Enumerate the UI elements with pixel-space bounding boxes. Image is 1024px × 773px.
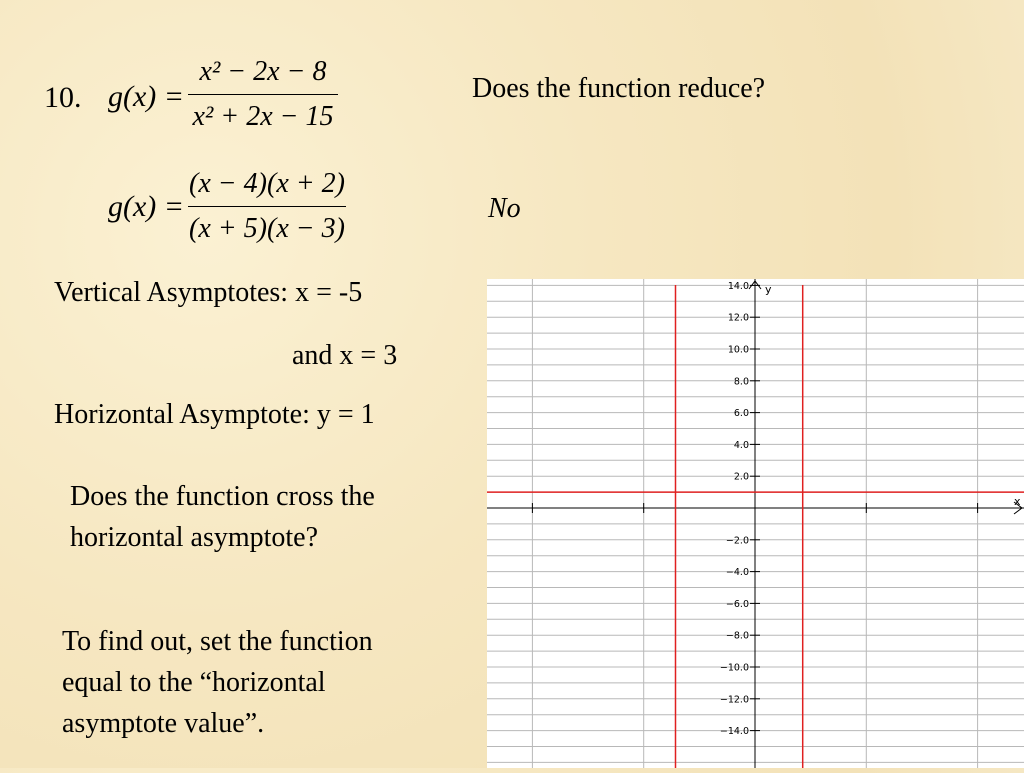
factored-numerator: (x − 4)(x + 2) xyxy=(189,168,345,199)
y-axis-label: y xyxy=(765,283,772,296)
factored-fraction xyxy=(188,168,346,245)
problem-number: 10. xyxy=(44,81,82,114)
coordinate-graph xyxy=(487,279,1024,768)
question-reduce: Does the function reduce? xyxy=(472,73,766,104)
y-tick-label: 12.0 xyxy=(727,312,749,324)
y-tick-label: 10.0 xyxy=(727,344,749,356)
factored-label xyxy=(108,190,184,224)
instructions-line2: equal to the “horizontal xyxy=(62,667,326,698)
vertical-asymptotes-line2: and x = 3 xyxy=(292,340,398,371)
y-tick-label: −10.0 xyxy=(719,662,749,674)
x-axis-label: x xyxy=(1014,495,1021,508)
function-fraction xyxy=(188,56,338,133)
function-label-text: g(x) = xyxy=(108,80,185,113)
function-numerator: x² − 2x − 8 xyxy=(199,56,327,87)
horizontal-asymptote: Horizontal Asymptote: y = 1 xyxy=(54,399,375,430)
y-tick-label: 2.0 xyxy=(733,471,749,483)
instructions-line3: asymptote value”. xyxy=(62,708,265,739)
y-tick-label: −12.0 xyxy=(719,694,749,706)
factored-label-text: g(x) = xyxy=(108,190,185,223)
question-cross-line1: Does the function cross the xyxy=(70,481,375,512)
function-denominator: x² + 2x − 15 xyxy=(192,101,334,132)
y-tick-label: −4.0 xyxy=(725,567,749,579)
y-tick-label: −6.0 xyxy=(725,598,749,610)
y-tick-label: 6.0 xyxy=(733,408,749,420)
instructions-line1: To find out, set the function xyxy=(62,626,373,657)
graph-svg xyxy=(487,279,1024,768)
question-cross-line2: horizontal asymptote? xyxy=(70,522,319,553)
factored-denominator: (x + 5)(x − 3) xyxy=(189,213,345,244)
y-tick-label: 4.0 xyxy=(733,439,749,451)
y-tick-label: −14.0 xyxy=(719,726,749,738)
function-label xyxy=(108,80,184,114)
y-tick-label: −2.0 xyxy=(725,535,749,547)
y-tick-label: −8.0 xyxy=(725,630,749,642)
y-tick-label: 8.0 xyxy=(733,376,749,388)
fraction-bar xyxy=(188,94,338,95)
vertical-asymptotes-line1: Vertical Asymptotes: x = -5 xyxy=(54,277,363,308)
fraction-bar xyxy=(188,206,346,207)
y-tick-label: 14.0 xyxy=(727,280,749,292)
answer-reduce: No xyxy=(488,193,521,224)
